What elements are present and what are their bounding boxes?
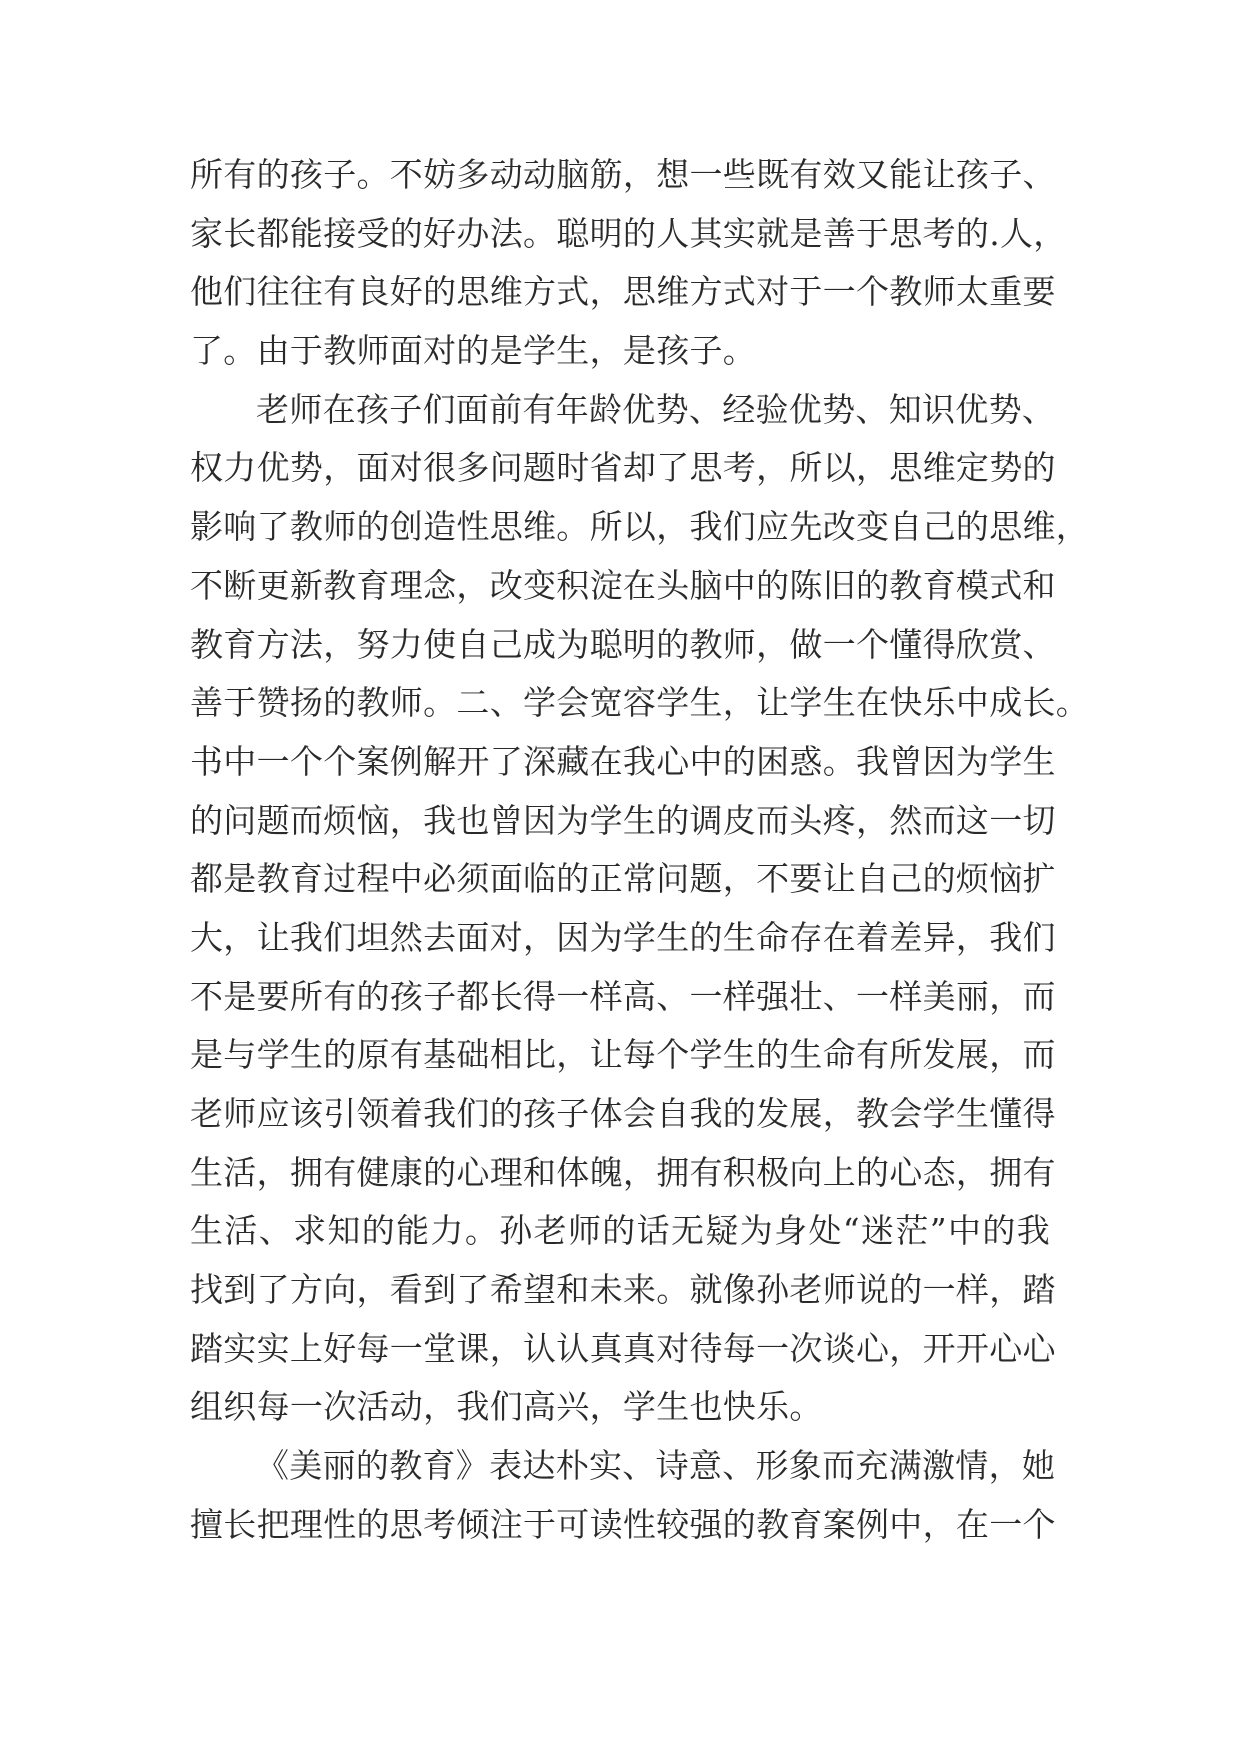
text-line: 踏实实上好每一堂课，认认真真对待每一次谈心，开开心心 — [190, 1328, 1056, 1368]
paragraph-first-line: 老师在孩子们面前有年龄优势、经验优势、知识优势、 — [256, 389, 1056, 429]
text-line: 权力优势，面对很多问题时省却了思考，所以，思维定势的 — [190, 448, 1056, 488]
text-line: 了。由于教师面对的是学生，是孩子。 — [190, 331, 757, 371]
text-line: 擅长把理性的思考倾注于可读性较强的教育案例中，在一个 — [190, 1504, 1056, 1544]
text-line: 是与学生的原有基础相比，让每个学生的生命有所发展，而 — [190, 1035, 1056, 1075]
text-line: 大，让我们坦然去面对，因为学生的生命存在着差异，我们 — [190, 917, 1056, 957]
text-line: 家长都能接受的好办法。聪明的人其实就是善于思考的.人， — [190, 213, 1067, 253]
text-line: 生活、求知的能力。孙老师的话无疑为身处“迷茫”中的我 — [190, 1211, 1050, 1251]
text-line: 书中一个个案例解开了深藏在我心中的困惑。我曾因为学生 — [190, 741, 1056, 781]
paragraph-first-line: 《美丽的教育》表达朴实、诗意、形象而充满激情，她 — [256, 1446, 1056, 1486]
text-line: 他们往往有良好的思维方式，思维方式对于一个教师太重要 — [190, 272, 1056, 312]
text-line: 影响了教师的创造性思维。所以，我们应先改变自己的思维， — [190, 507, 1090, 547]
text-line: 组织每一次活动，我们高兴，学生也快乐。 — [190, 1387, 823, 1427]
text-line: 善于赞扬的教师。二、学会宽容学生，让学生在快乐中成长。 — [190, 683, 1090, 723]
text-line: 生活，拥有健康的心理和体魄，拥有积极向上的心态，拥有 — [190, 1152, 1056, 1192]
text-line: 不是要所有的孩子都长得一样高、一样强壮、一样美丽，而 — [190, 976, 1056, 1016]
text-line: 老师应该引领着我们的孩子体会自我的发展，教会学生懂得 — [190, 1094, 1056, 1133]
text-line: 教育方法，努力使自己成为聪明的教师，做一个懂得欣赏、 — [190, 624, 1056, 664]
text-line: 所有的孩子。不妨多动动脑筋，想一些既有效又能让孩子、 — [190, 155, 1056, 194]
text-line: 都是教育过程中必须面临的正常问题，不要让自己的烦恼扩 — [190, 859, 1056, 899]
text-line: 不断更新教育理念，改变积淀在头脑中的陈旧的教育模式和 — [190, 565, 1056, 605]
text-line: 的问题而烦恼，我也曾因为学生的调皮而头疼，然而这一切 — [190, 800, 1056, 840]
text-line: 找到了方向，看到了希望和未来。就像孙老师说的一样，踏 — [190, 1270, 1056, 1310]
body-text — [190, 146, 1090, 1555]
